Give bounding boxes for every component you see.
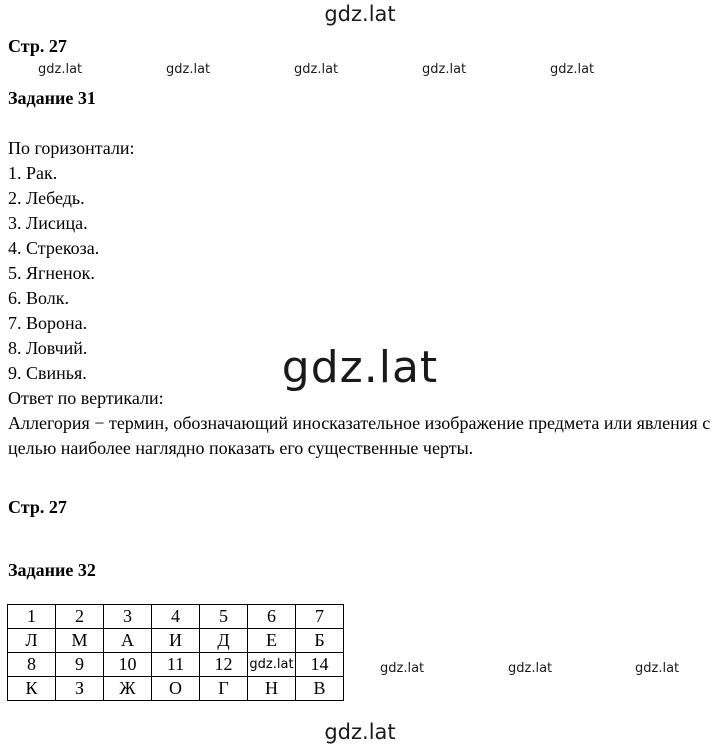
table-cell: И — [152, 629, 200, 653]
list-line: 2. Лебедь. — [8, 188, 85, 208]
table-cell: 14 — [296, 653, 344, 677]
table-row — [8, 629, 344, 653]
table-cell-watermark: gdz.lat — [248, 653, 296, 677]
table-cell: З — [56, 677, 104, 701]
page-number-heading: Стр. 27 — [8, 497, 67, 517]
table-row — [8, 653, 344, 677]
list-line: По горизонтали: — [8, 138, 135, 158]
table-cell: О — [152, 677, 200, 701]
table-cell: Б — [296, 629, 344, 653]
table-cell: А — [104, 629, 152, 653]
watermark-small: gdz.lat — [508, 661, 553, 676]
watermark-small: gdz.lat — [294, 62, 339, 77]
table-cell: 7 — [296, 605, 344, 629]
table-cell: 8 — [8, 653, 56, 677]
table-cell: 12 — [200, 653, 248, 677]
table-cell: 9 — [56, 653, 104, 677]
letter-table — [7, 604, 344, 701]
table-cell: Г — [200, 677, 248, 701]
watermark-small: gdz.lat — [166, 62, 211, 77]
list-line: 6. Волк. — [8, 288, 69, 308]
table-cell: М — [56, 629, 104, 653]
table-cell: 1 — [8, 605, 56, 629]
table-row — [8, 677, 344, 701]
list-line: 4. Стрекоза. — [8, 238, 100, 258]
table-cell: 2 — [56, 605, 104, 629]
table-cell: Е — [248, 629, 296, 653]
table-cell: Ж — [104, 677, 152, 701]
table-cell: К — [8, 677, 56, 701]
table-cell: В — [296, 677, 344, 701]
list-line: 7. Ворона. — [8, 313, 88, 333]
task-heading: Задание 32 — [8, 560, 96, 580]
list-line: 5. Ягненок. — [8, 263, 95, 283]
table-cell: Л — [8, 629, 56, 653]
definition-paragraph: Аллегория − термин, обозначающий иносказательное изображение предмета или явления с целью наиболее наглядно показать его существенные черты. — [8, 413, 711, 458]
list-line: Ответ по вертикали: — [8, 388, 164, 408]
table-cell: Н — [248, 677, 296, 701]
watermark-small: gdz.lat — [635, 661, 680, 676]
watermark-small: gdz.lat — [550, 62, 595, 77]
table-cell: 10 — [104, 653, 152, 677]
list-line: 8. Ловчий. — [8, 338, 88, 358]
watermark-top: gdz.lat — [324, 2, 396, 26]
page-number-heading: Стр. 27 — [8, 36, 67, 56]
table-cell: 6 — [248, 605, 296, 629]
list-line: 9. Свинья. — [8, 363, 87, 383]
table-row — [8, 605, 344, 629]
table-cell: Д — [200, 629, 248, 653]
table-cell: 5 — [200, 605, 248, 629]
table-cell: 11 — [152, 653, 200, 677]
watermark-small: gdz.lat — [380, 661, 425, 676]
task-heading: Задание 31 — [8, 88, 96, 108]
watermark-large: gdz.lat — [281, 342, 439, 393]
watermark-small: gdz.lat — [38, 62, 83, 77]
answer-list — [8, 136, 713, 461]
watermark-bottom: gdz.lat — [324, 720, 396, 744]
list-line: 3. Лисица. — [8, 213, 88, 233]
list-line: 1. Рак. — [8, 163, 58, 183]
watermark-small: gdz.lat — [422, 62, 467, 77]
table-cell: 4 — [152, 605, 200, 629]
table-cell: 3 — [104, 605, 152, 629]
